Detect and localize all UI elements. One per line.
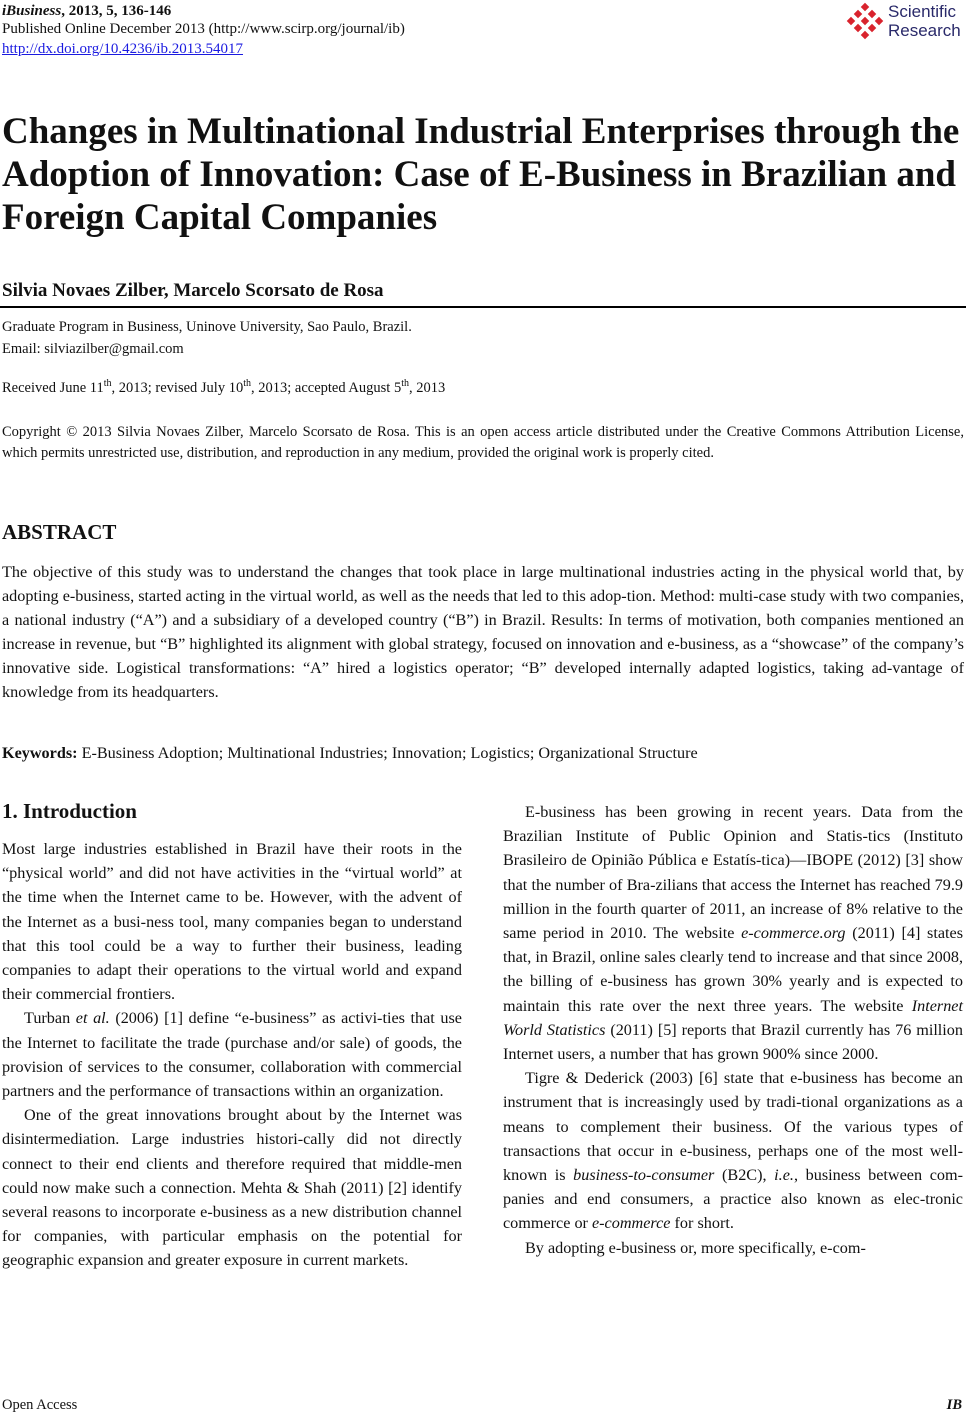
journal-name: iBusiness	[2, 3, 62, 19]
intro-paragraph-2	[2, 1006, 462, 1103]
title-rule	[0, 306, 966, 308]
p5-text-b: (B2C),	[714, 1166, 775, 1185]
journal-volume: , 2013, 5, 136-146	[61, 3, 172, 19]
logo-line-2: Research	[888, 21, 961, 40]
keywords	[2, 744, 698, 763]
keywords-text: E-Business Adoption; Multinational Industries; Innovation; Logistics; Organizational Structure	[77, 744, 698, 762]
author-email: Email: silviazilber@gmail.com	[2, 341, 184, 357]
doi-link[interactable]: http://dx.doi.org/10.4236/ib.2013.54017	[2, 41, 243, 57]
p4-iws: Internet World Statistics	[503, 996, 963, 1039]
p5-ecommerce: e-commerce	[591, 1214, 671, 1233]
intro-paragraph-6: By adopting e-business or, more specifically, e-com-	[525, 1238, 866, 1257]
p5-text-a: Tigre & Dederick (2003) [6] state that e-business has become an instrument that is increasingly used by tradi-tional organizations as a means to complement their business. Of the various types of transactions that occur in e-business, perhaps one of the most well-known is	[503, 1069, 963, 1185]
intro-paragraph-5	[503, 1066, 963, 1235]
received-date: Received June 11	[2, 380, 104, 396]
article-dates	[2, 378, 445, 399]
p5-text-c: , business between com-panies and end consumers, a practice also known as elec-tronic commerce or	[503, 1166, 963, 1233]
p4-site: e-commerce.org	[741, 924, 846, 943]
right-column	[503, 800, 963, 1260]
footer-open-access: Open Access	[2, 1397, 78, 1413]
authors: Silvia Novaes Zilber, Marcelo Scorsato de Rosa	[2, 280, 384, 301]
p4-text-c: (2011) [5] reports that Brazil currently has 76 million Internet users, a number that has grown 900% since 2000.	[503, 1020, 963, 1064]
scientific-research-logo-icon	[846, 2, 886, 42]
paper-title: Changes in Multinational Industrial Enterprises through the Adoption of Innovation: Case of E-Business in Brazilian and Foreign Capital Companies	[2, 111, 960, 238]
received-sup: th	[103, 378, 112, 390]
intro-paragraph-1: Most large industries established in Brazil have their roots in the “physical world” and did not have activities in the “virtual world” at the time when the Internet came to be. However, with the advent of the Internet as a busi-ness tool, many companies began to understand that this tool could be a way to further their business, leading companies to adapt their operations to the virtual world and expand their commercial frontiers.	[2, 840, 462, 1004]
section-heading-introduction: 1. Introduction	[2, 799, 137, 823]
p5-ie: i.e.	[774, 1166, 794, 1185]
accepted-sup: th	[401, 378, 409, 390]
footer-journal-abbrev: IB	[946, 1397, 962, 1413]
p4-text-b: (2011) [4] states that, in Brazil, online sales clearly tend to increase and that since 2008, the billing of e-business has grown 30% yearly and is expected to maintain this rate over the next three years. The website	[503, 924, 963, 1015]
revised-sup: th	[243, 378, 251, 390]
logo-line-1: Scientific	[888, 2, 957, 21]
publisher-logo	[846, 2, 964, 44]
revised-date: , 2013; revised July 10	[111, 380, 244, 396]
journal-citation	[2, 2, 171, 20]
p2-text-a: Turban	[24, 1009, 76, 1028]
p4-text-a: E-business has been growing in recent years. Data from the Brazilian Institute of Public Opinion and Statis-tics (Instituto Brasileiro de Opinião Pública e Estatís-tica)—IBOPE (2012) [3] show that the number of Bra-zilians that access the Internet has reached 79.9 million in the fourth quarter of 2011, an increase of 8% relative to the same period in 2010. The website	[503, 803, 963, 943]
copyright-notice: Copyright © 2013 Silvia Novaes Zilber, Marcelo Scorsato de Rosa. This is an open access article distributed under the Creative Commons Attribution License, which permits unrestricted use, distribution, and reproduction in any medium, provided the original work is properly cited.	[2, 424, 964, 461]
left-column	[2, 837, 462, 1273]
p5-text-d: for short.	[670, 1214, 734, 1233]
p2-etal: et al.	[75, 1009, 110, 1028]
accepted-date: , 2013; accepted August 5	[251, 380, 402, 396]
publication-info: Published Online December 2013 (http://www.scirp.org/journal/ib)	[2, 21, 405, 37]
p2-text-b: (2006) [1] define “e-business” as activi-ties that use the Internet to facilitate the trade (purchase and/or sale) of goods, the provision of services to the consumer, collaboration with commercial partners and the performance of transactions within an organization.	[2, 1009, 462, 1101]
abstract-body: The objective of this study was to understand the changes that took place in large multinational industries acting in the physical world that, by adopting e-business, started acting in the virtual world, as well as the needs that led to this adop-tion. Method: multi-case study with two companies, a national industry (“A”) and a subsidiary of a developed country (“B”) in Brazil. Results: In terms of motivation, both companies mentioned an increase in revenue, but “B” highlighted its alignment with global strategy, focused on innovation and e-business, as a “showcase” of the company’s innovative side. Logistical transformations: “A” hired a logistics operator; “B” developed internally adapted logistics, taking ad-vantage of knowledge from its headquarters.	[2, 563, 964, 701]
affiliation: Graduate Program in Business, Uninove University, Sao Paulo, Brazil.	[2, 319, 412, 335]
keywords-label: Keywords:	[2, 744, 78, 762]
logo-text	[888, 2, 961, 40]
intro-paragraph-4	[503, 800, 963, 1066]
abstract-heading: ABSTRACT	[2, 520, 117, 544]
p5-b2c: business-to-consumer	[573, 1166, 715, 1185]
dates-suffix: , 2013	[409, 380, 446, 396]
intro-paragraph-3: One of the great innovations brought about by the Internet was disintermediation. Large industries histori-cally did not directly connect to their end clients and therefore required that middle-men could now make such a connection. Mehta & Shah (2011) [2] identify several reasons to incorporate e-business as a new distribution channel for companies, with particular emphasis on the potential for geographic expansion and greater exposure in current markets.	[2, 1106, 462, 1270]
